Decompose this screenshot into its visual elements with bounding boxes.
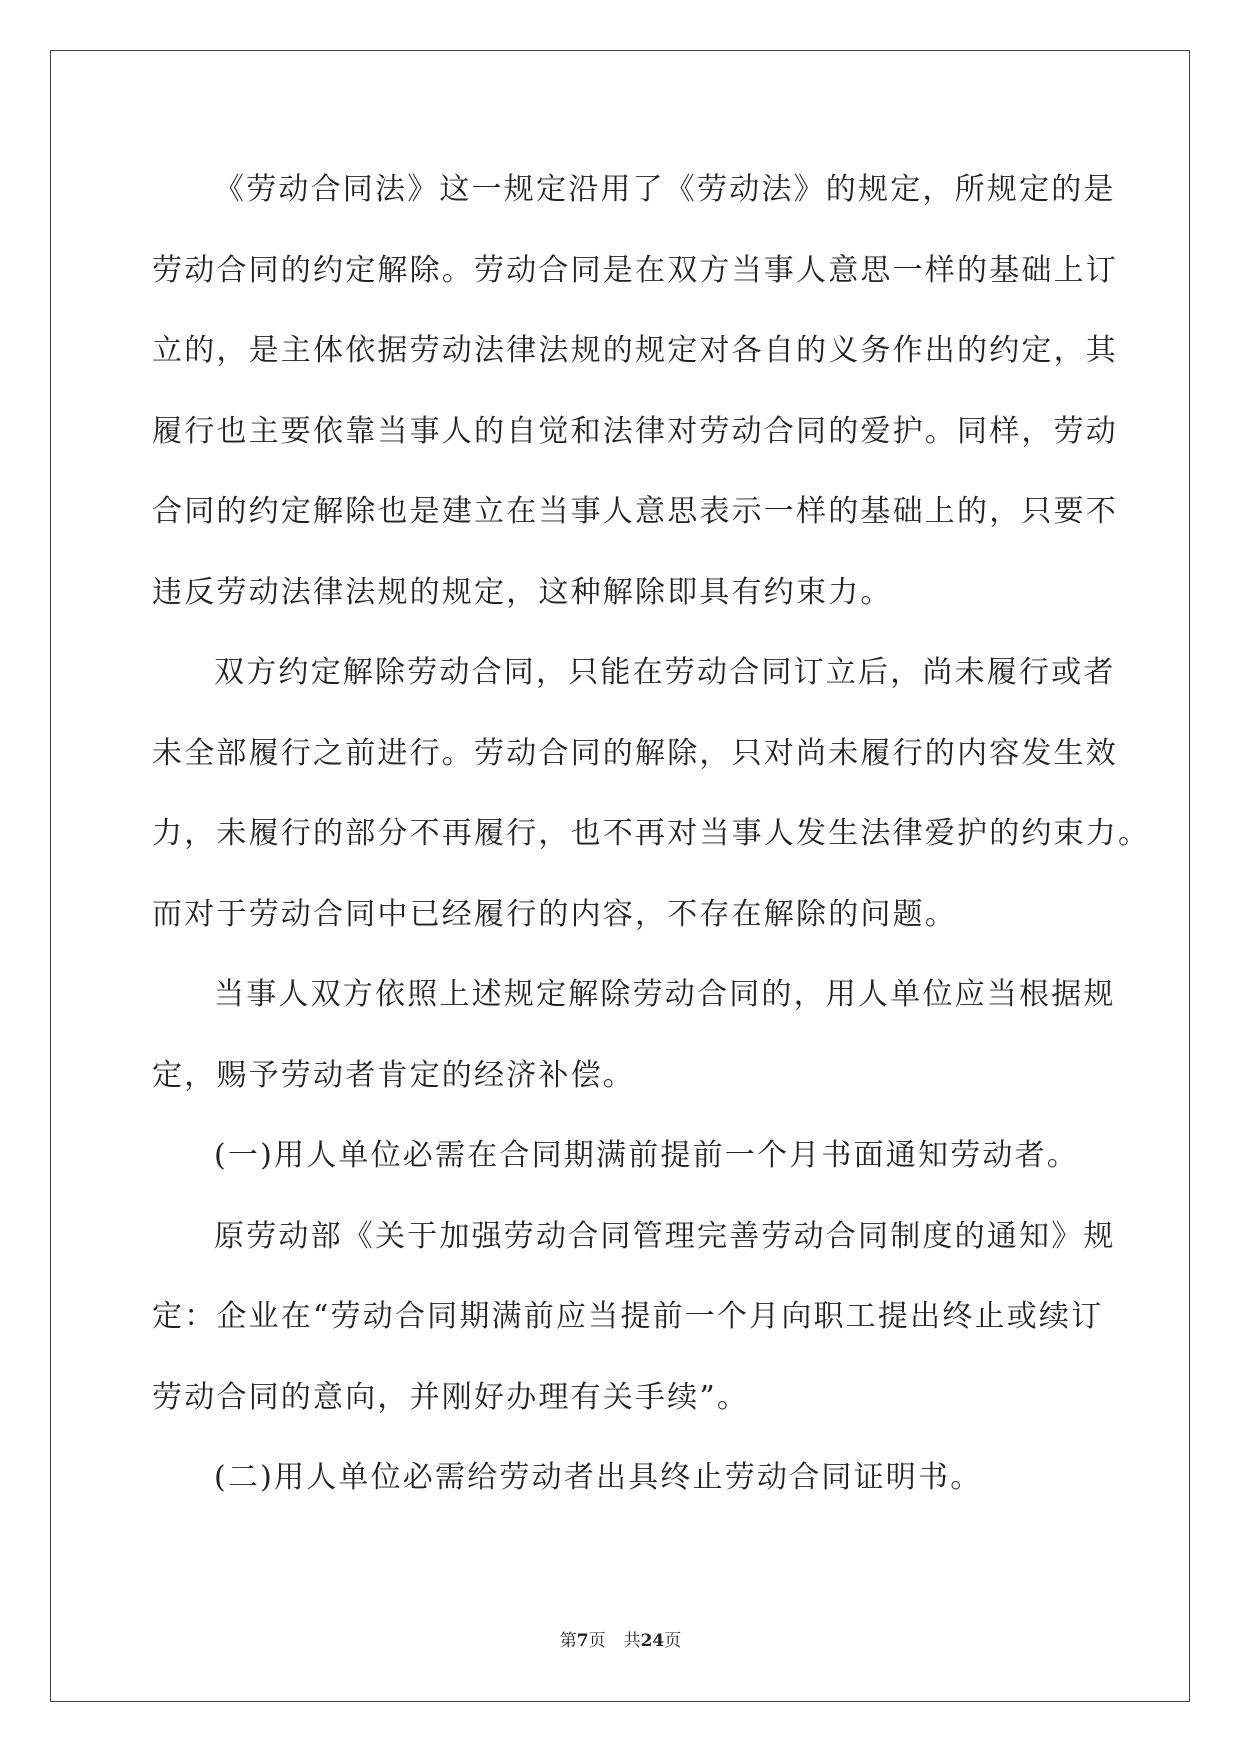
text-line: 原劳动部《关于加强劳动合同管理完善劳动合同制度的通知》规 xyxy=(214,1218,1116,1254)
text-line: (二)用人单位必需给劳动者出具终止劳动合同证明书。 xyxy=(214,1460,983,1495)
text-line: 合同的约定解除也是建立在当事人意思表示一样的基础上的，只要不 xyxy=(152,494,1118,529)
text-line: 力，未履行的部分不再履行，也不再对当事人发生法律爱护的约束力。 xyxy=(152,816,1151,851)
text-line: 违反劳动法律法规的规定，这种解除即具有约束力。 xyxy=(152,574,893,610)
text-line: 而对于劳动合同中已经履行的内容，不存在解除的问题。 xyxy=(152,896,957,932)
text-line: 当事人双方依照上述规定解除劳动合同的，用人单位应当根据规 xyxy=(214,977,1116,1012)
text-line: (一)用人单位必需在合同期满前提前一个月书面通知劳动者。 xyxy=(214,1138,1080,1173)
text-line: 定，赐予劳动者肯定的经济补偿。 xyxy=(152,1057,635,1093)
text-line: 履行也主要依靠当事人的自觉和法律对劳动合同的爱护。同样，劳动 xyxy=(152,413,1118,449)
document-body xyxy=(152,160,1151,1529)
footer-total-suffix: 页 xyxy=(664,1631,682,1651)
page-footer xyxy=(0,1626,1241,1651)
text-line: 定：企业在“劳动合同期满前应当提前一个月向职工提出终止或续订 xyxy=(152,1299,1104,1334)
text-line: 劳动合同的意向，并刚好办理有关手续”。 xyxy=(152,1379,750,1415)
text-line: 立的，是主体依据劳动法律法规的规定对各自的义务作出的约定，其 xyxy=(152,333,1118,368)
text-line: 劳动合同的约定解除。劳动合同是在双方当事人意思一样的基础上订 xyxy=(152,252,1118,288)
text-line: 《劳动合同法》这一规定沿用了《劳动法》的规定，所规定的是 xyxy=(214,172,1116,207)
footer-page-prefix: 第 xyxy=(559,1631,577,1651)
text-line: 双方约定解除劳动合同，只能在劳动合同订立后，尚未履行或者 xyxy=(214,655,1116,690)
page-number: 7 xyxy=(576,1631,589,1651)
footer-page-suffix: 页 xyxy=(588,1631,606,1651)
footer-total-prefix: 共 xyxy=(623,1631,641,1651)
total-pages: 24 xyxy=(640,1631,665,1651)
text-line: 未全部履行之前进行。劳动合同的解除，只对尚未履行的内容发生效 xyxy=(152,735,1118,771)
